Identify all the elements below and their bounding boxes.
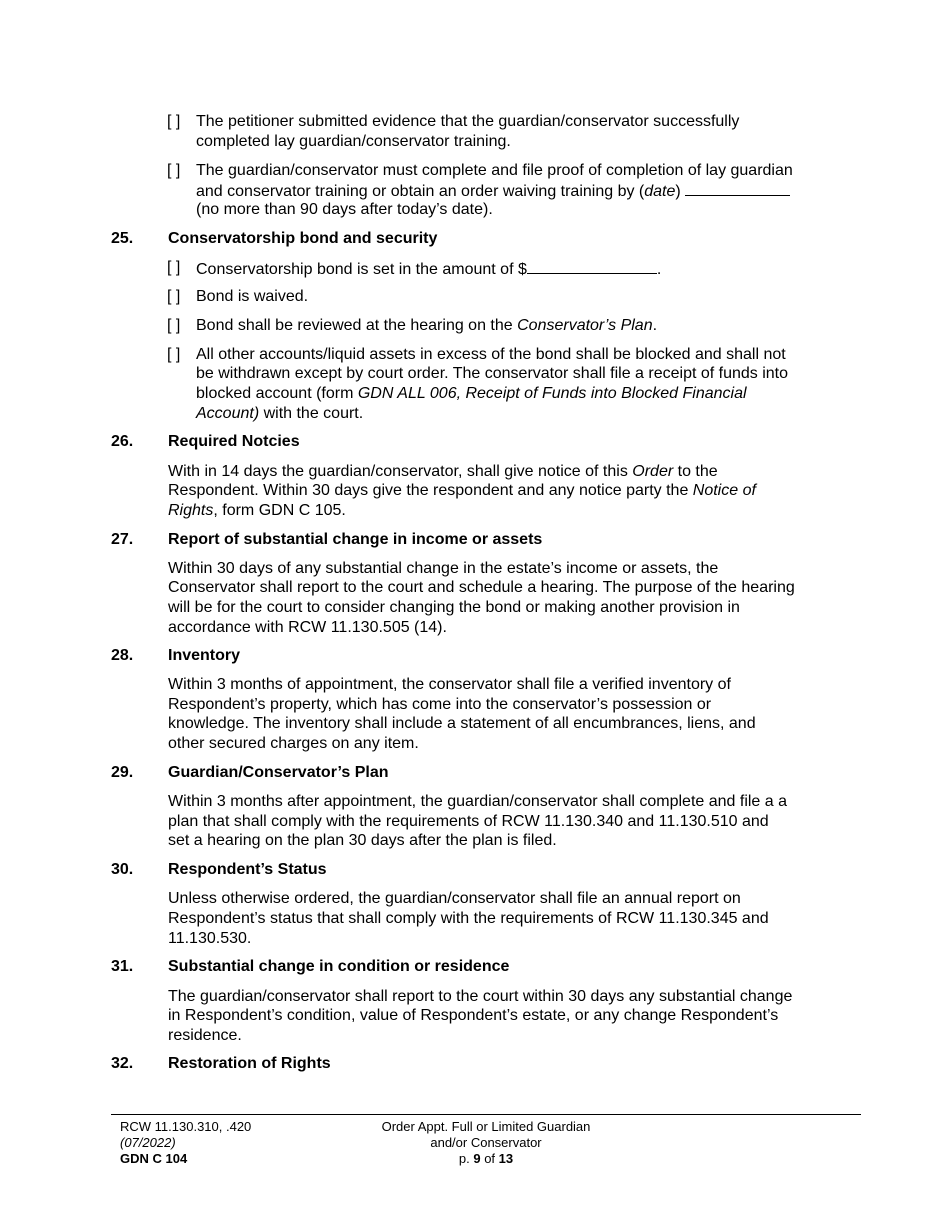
training-must-complete-text-2: and conservator training or obtain an order waiving training by (date)	[196, 180, 790, 202]
section-28-text: knowledge. The inventory shall include a statement of all encumbrances, liens, and	[168, 715, 756, 732]
section-28-text: Within 3 months of appointment, the conservator shall file a verified inventory of	[168, 676, 731, 693]
section-32-number: 32.	[111, 1055, 134, 1072]
footer-title-1: Order Appt. Full or Limited Guardian	[381, 1119, 591, 1134]
footer-rcw: RCW 11.130.310, .420	[120, 1119, 252, 1134]
section-29-title: Guardian/Conservator’s Plan	[168, 764, 389, 781]
section-27-title: Report of substantial change in income or assets	[168, 531, 543, 548]
section-30-title: Respondent’s Status	[168, 861, 327, 878]
bond-reviewed-text: Bond shall be reviewed at the hearing on the Conservator’s Plan.	[196, 317, 658, 334]
bond-blocked-text-4: Account) with the court.	[196, 405, 364, 422]
section-28-number: 28.	[111, 647, 134, 664]
section-27-text: accordance with RCW 11.130.505 (14).	[168, 619, 447, 636]
section-26-text-3: Rights, form GDN C 105.	[168, 502, 346, 519]
section-27-number: 27.	[111, 531, 134, 548]
section-27-text: will be for the court to consider changing the bond or making another provision in	[168, 599, 740, 616]
section-29-text: Within 3 months after appointment, the guardian/conservator shall complete and file a a	[168, 793, 788, 810]
footer-date: (07/2022)	[120, 1135, 176, 1150]
training-must-complete-text-3: (no more than 90 days after today’s date).	[196, 201, 493, 218]
section-29-text: set a hearing on the plan 30 days after the plan is filed.	[168, 832, 557, 849]
section-30-number: 30.	[111, 861, 134, 878]
bond-blocked-text-1: All other accounts/liquid assets in excess of the bond shall be blocked and shall not	[196, 346, 786, 363]
section-25-number: 25.	[111, 230, 134, 247]
training-completed-text-1: The petitioner submitted evidence that the guardian/conservator successfully	[196, 113, 740, 130]
section-29-text: plan that shall comply with the requirements of RCW 11.130.340 and 11.130.510 and	[168, 813, 769, 830]
checkbox-bond-blocked[interactable]: [ ]	[167, 346, 181, 363]
section-28-title: Inventory	[168, 647, 241, 664]
footer-page-number: p. 9 of 13	[458, 1151, 514, 1166]
section-26-number: 26.	[111, 433, 134, 450]
checkbox-training-completed[interactable]: [ ]	[167, 113, 181, 130]
section-28-text: Respondent’s property, which has come into the conservator’s possession or	[168, 696, 712, 713]
bond-amount-field[interactable]	[527, 258, 657, 274]
footer-form-number: GDN C 104	[120, 1151, 188, 1166]
section-31-text: in Respondent’s condition, value of Respondent’s estate, or any change Respondent’s	[168, 1007, 779, 1024]
section-25-title: Conservatorship bond and security	[168, 230, 438, 247]
section-30-text: Respondent’s status that shall comply with the requirements of RCW 11.130.345 and	[168, 910, 769, 927]
bond-blocked-text-2: be withdrawn except by court order. The conservator shall file a receipt of funds into	[196, 365, 789, 382]
footer-divider	[111, 1114, 861, 1115]
section-26-text-2: Respondent. Within 30 days give the respondent and any notice party the Notice of	[168, 482, 756, 499]
section-27-text: Within 30 days of any substantial change in the estate’s income or assets, the	[168, 560, 719, 577]
section-30-text: 11.130.530.	[168, 930, 252, 947]
section-31-text: residence.	[168, 1027, 242, 1044]
training-must-complete-text-1: The guardian/conservator must complete and file proof of completion of lay guardian	[196, 162, 793, 179]
training-completed-text-2: completed lay guardian/conservator training.	[196, 133, 511, 150]
checkbox-bond-reviewed[interactable]: [ ]	[167, 317, 181, 334]
bond-waived-text: Bond is waived.	[196, 288, 309, 305]
section-31-number: 31.	[111, 958, 134, 975]
section-28-text: other secured charges on any item.	[168, 735, 419, 752]
section-31-text: The guardian/conservator shall report to the court within 30 days any substantial change	[168, 988, 793, 1005]
checkbox-bond-amount[interactable]: [ ]	[167, 259, 181, 276]
footer-title-2: and/or Conservator	[430, 1135, 542, 1150]
section-30-text: Unless otherwise ordered, the guardian/conservator shall file an annual report on	[168, 890, 741, 907]
bond-blocked-text-3: blocked account (form GDN ALL 006, Receipt of Funds into Blocked Financial	[196, 385, 747, 402]
section-27-text: Conservator shall report to the court and schedule a hearing. The purpose of the hearing	[168, 579, 795, 596]
section-32-title: Restoration of Rights	[168, 1055, 331, 1072]
bond-amount-text: Conservatorship bond is set in the amount of $ .	[196, 258, 661, 280]
section-29-number: 29.	[111, 764, 134, 781]
training-date-field[interactable]	[685, 180, 790, 196]
section-26-title: Required Notcies	[168, 433, 300, 450]
checkbox-training-must-complete[interactable]: [ ]	[167, 162, 181, 179]
section-26-text-1: With in 14 days the guardian/conservator, shall give notice of this Order to the	[168, 463, 718, 480]
section-31-title: Substantial change in condition or residence	[168, 958, 510, 975]
checkbox-bond-waived[interactable]: [ ]	[167, 288, 181, 305]
